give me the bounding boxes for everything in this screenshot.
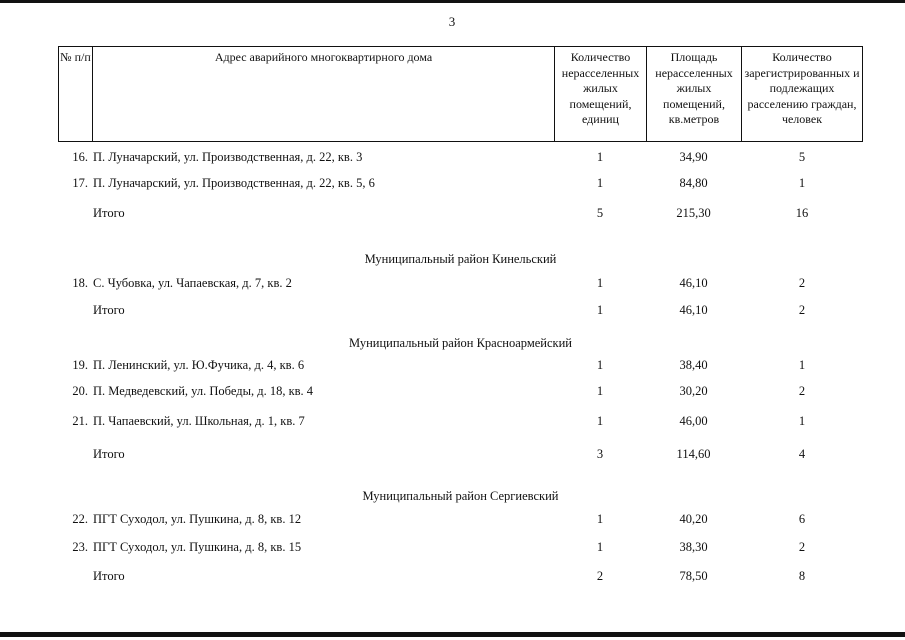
total-row — [0, 302, 905, 318]
row-count: 1 — [596, 384, 604, 398]
row-area: 38,40 — [679, 358, 708, 372]
table-row — [0, 175, 905, 191]
total-people: 2 — [798, 303, 806, 317]
total-count: 3 — [596, 447, 604, 461]
section-title: Муниципальный район Сергиевский — [362, 489, 559, 503]
total-area: 78,50 — [679, 569, 708, 583]
total-people: 4 — [798, 447, 806, 461]
row-area: 46,10 — [679, 276, 708, 290]
header-address: Адрес аварийного многоквартирного дома — [92, 46, 554, 142]
table-row — [0, 357, 905, 373]
total-label: Итого — [93, 569, 125, 583]
row-count: 1 — [596, 414, 604, 428]
total-count: 5 — [596, 206, 604, 220]
table-row — [0, 149, 905, 165]
table-row — [0, 275, 905, 291]
bottom-rule — [0, 632, 905, 637]
row-number: 20. — [72, 384, 88, 398]
page-number: 3 — [448, 14, 456, 29]
row-address: П. Медведевский, ул. Победы, д. 18, кв. 4 — [93, 384, 314, 398]
total-row — [0, 446, 905, 462]
row-number: 18. — [72, 276, 88, 290]
row-number: 22. — [72, 512, 88, 526]
row-people: 1 — [798, 358, 806, 372]
total-area: 114,60 — [676, 447, 711, 461]
header-count: Количество нерасселенных жилых помещений, единиц — [554, 46, 646, 142]
row-number: 23. — [72, 540, 88, 554]
total-row — [0, 205, 905, 221]
row-people: 6 — [798, 512, 806, 526]
table-row — [0, 539, 905, 555]
total-people: 16 — [795, 206, 809, 220]
row-number: 19. — [72, 358, 88, 372]
row-number: 21. — [72, 414, 88, 428]
total-label: Итого — [93, 447, 125, 461]
total-label: Итого — [93, 303, 125, 317]
row-address: П. Луначарский, ул. Производственная, д. 22, кв. 5, 6 — [93, 176, 375, 190]
total-people: 8 — [798, 569, 806, 583]
table-row — [0, 511, 905, 527]
row-count: 1 — [596, 358, 604, 372]
row-address: П. Чапаевский, ул. Школьная, д. 1, кв. 7 — [93, 414, 305, 428]
row-area: 34,90 — [679, 150, 708, 164]
header-number: № п/п — [58, 46, 92, 142]
row-people: 2 — [798, 384, 806, 398]
top-rule — [0, 0, 905, 3]
row-area: 30,20 — [679, 384, 708, 398]
section-title: Муниципальный район Красноармейский — [349, 336, 572, 350]
row-people: 1 — [798, 414, 806, 428]
total-area: 46,10 — [679, 303, 708, 317]
total-count: 1 — [596, 303, 604, 317]
header-area: Площадь нерасселенных жилых помещений, кв.метров — [646, 46, 741, 142]
row-address: ПГТ Суходол, ул. Пушкина, д. 8, кв. 15 — [93, 540, 302, 554]
total-area: 215,30 — [676, 206, 711, 220]
row-address: П. Луначарский, ул. Производственная, д. 22, кв. 3 — [93, 150, 363, 164]
row-area: 84,80 — [679, 176, 708, 190]
row-number: 16. — [72, 150, 88, 164]
row-address: П. Ленинский, ул. Ю.Фучика, д. 4, кв. 6 — [93, 358, 305, 372]
row-area: 46,00 — [679, 414, 708, 428]
row-people: 2 — [798, 276, 806, 290]
total-label: Итого — [93, 206, 125, 220]
row-count: 1 — [596, 540, 604, 554]
header-people: Количество зарегистрированных и подлежащих расселению граждан, человек — [741, 46, 863, 142]
row-count: 1 — [596, 276, 604, 290]
total-row — [0, 568, 905, 584]
row-people: 1 — [798, 176, 806, 190]
row-number: 17. — [72, 176, 88, 190]
row-people: 2 — [798, 540, 806, 554]
row-count: 1 — [596, 512, 604, 526]
row-address: С. Чубовка, ул. Чапаевская, д. 7, кв. 2 — [93, 276, 292, 290]
row-count: 1 — [596, 150, 604, 164]
table-row — [0, 413, 905, 429]
section-title: Муниципальный район Кинельский — [364, 252, 557, 266]
table-row — [0, 383, 905, 399]
row-area: 38,30 — [679, 540, 708, 554]
total-count: 2 — [596, 569, 604, 583]
row-people: 5 — [798, 150, 806, 164]
row-count: 1 — [596, 176, 604, 190]
row-area: 40,20 — [679, 512, 708, 526]
row-address: ПГТ Суходол, ул. Пушкина, д. 8, кв. 12 — [93, 512, 302, 526]
